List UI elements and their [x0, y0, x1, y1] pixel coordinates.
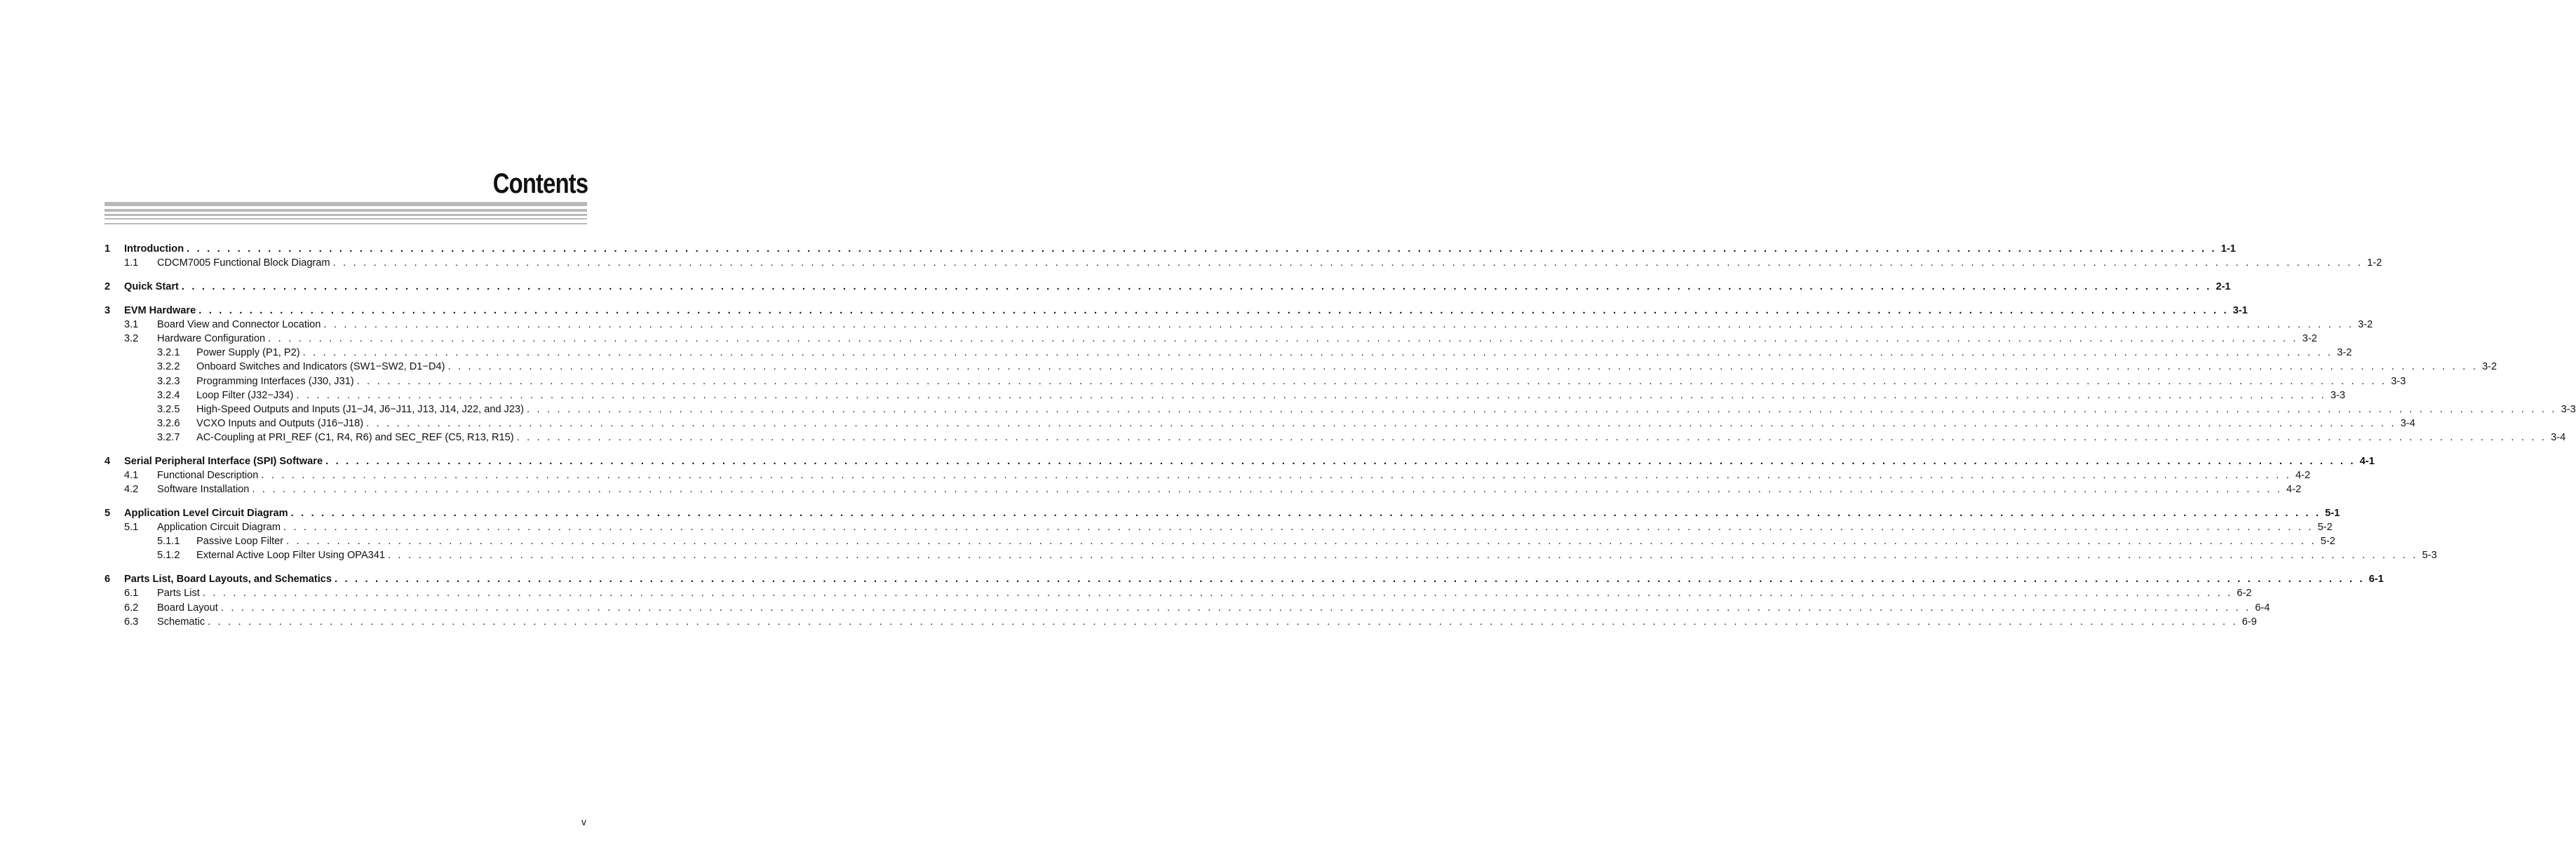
toc-entry-title: Quick Start [124, 281, 182, 292]
toc-entry-page: 1-2 [2363, 257, 2382, 269]
toc-subsection-entry[interactable] [104, 360, 2497, 374]
toc-entry-title: Application Circuit Diagram [157, 522, 283, 533]
toc-entry-title: VCXO Inputs and Outputs (J16−J18) [196, 418, 366, 429]
dot-leader: . . . . . . . . . . . . . . . . . . . . . . . . . . . . . . . . . . . . . . . . . . . . . . . . . . . . . . . . . . . . . . . . . . . . . . . . . . . . . . . . . . . . . . . . . . . . . . . . . . . . . . . . . . . . . . . . . . . . . . . . . . . . . . . . . . . . . . . . . . . . . . . . . . . . . . . . . . . . . . . . . . . . . . . . . . . . . . . . . . . . . . . . . . . . . . . . . . . . . . . . [208, 616, 2238, 628]
toc-entry-page: 6-2 [2232, 588, 2251, 599]
toc-entry-line [124, 305, 2248, 317]
toc-entry-page: 3-2 [2478, 361, 2497, 372]
toc-entry-page: 4-2 [2291, 470, 2310, 481]
toc-entry-line [157, 333, 2317, 345]
dot-leader: . . . . . . . . . . . . . . . . . . . . . . . . . . . . . . . . . . . . . . . . . . . . . . . . . . . . . . . . . . . . . . . . . . . . . . . . . . . . . . . . . . . . . . . . . . . . . . . . . . . . . . . . . . . . . . . . . . . . . . . . . . . . . . . . . . . . . . . . . . . . . . . . . . . . . . . . . . . . . . . . . . . . . . . . . . . . . . . . . . . . . . . . . . . . . . . . . . . . . . . . [388, 550, 2418, 562]
toc-entry-number: 3.1 [124, 319, 139, 331]
toc-entry-line [196, 375, 2406, 387]
dot-leader: . . . . . . . . . . . . . . . . . . . . . . . . . . . . . . . . . . . . . . . . . . . . . . . . . . . . . . . . . . . . . . . . . . . . . . . . . . . . . . . . . . . . . . . . . . . . . . . . . . . . . . . . . . . . . . . . . . . . . . . . . . . . . . . . . . . . . . . . . . . . . . . . . . . . . . . . . . . . . . . . . . . . . . . . . . . . . . . . . . . . . . . . . . . . . . . . . . . . . . . . [447, 361, 2479, 373]
toc-subsection-entry[interactable] [104, 534, 2335, 548]
dot-leader: . . . . . . . . . . . . . . . . . . . . . . . . . . . . . . . . . . . . . . . . . . . . . . . . . . . . . . . . . . . . . . . . . . . . . . . . . . . . . . . . . . . . . . . . . . . . . . . . . . . . . . . . . . . . . . . . . . . . . . . . . . . . . . . . . . . . . . . . . . . . . . . . . . . . . . . . . . . . . . . . . . . . . . . . . . . . . . . . . . . . . . . . . . . . . . . . . . . . . . . . [290, 508, 2321, 520]
toc-entry-page: 3-2 [2298, 333, 2317, 344]
toc-section-entry[interactable] [104, 482, 2302, 496]
toc-entry-number: 6 [104, 574, 111, 586]
toc-entry-line [157, 319, 2373, 331]
toc-entry-title: High-Speed Outputs and Inputs (J1−J4, J6−J11, J13, J14, J22, and J23) [196, 404, 527, 415]
toc-entry-line [157, 484, 2302, 496]
toc-entry-line [124, 574, 2384, 586]
toc-entry-page: 1-1 [2217, 243, 2236, 255]
toc-subsection-entry[interactable] [104, 402, 2576, 417]
title-rule [104, 223, 587, 224]
toc-entry-line [157, 257, 2382, 269]
toc-section-entry[interactable] [104, 468, 2311, 482]
toc-entry-number: 4.2 [124, 484, 139, 496]
title-rule [104, 209, 587, 212]
toc-chapter-entry[interactable] [104, 454, 2375, 468]
toc-chapter-entry[interactable] [104, 242, 2236, 256]
toc-entry-page: 5-2 [2317, 536, 2335, 547]
toc-chapter-entry[interactable] [104, 572, 2384, 586]
toc-entry-line [124, 281, 2231, 293]
dot-leader: . . . . . . . . . . . . . . . . . . . . . . . . . . . . . . . . . . . . . . . . . . . . . . . . . . . . . . . . . . . . . . . . . . . . . . . . . . . . . . . . . . . . . . . . . . . . . . . . . . . . . . . . . . . . . . . . . . . . . . . . . . . . . . . . . . . . . . . . . . . . . . . . . . . . . . . . . . . . . . . . . . . . . . . . . . . . . . . . . . . . . . . . . . . . . . . . . . . . . . . . [198, 305, 2229, 317]
toc-entry-number: 3.2.2 [157, 361, 180, 373]
dot-leader: . . . . . . . . . . . . . . . . . . . . . . . . . . . . . . . . . . . . . . . . . . . . . . . . . . . . . . . . . . . . . . . . . . . . . . . . . . . . . . . . . . . . . . . . . . . . . . . . . . . . . . . . . . . . . . . . . . . . . . . . . . . . . . . . . . . . . . . . . . . . . . . . . . . . . . . . . . . . . . . . . . . . . . . . . . . . . . . . . . . . . . . . . . . . . . . . . . . . . . . . [220, 602, 2251, 614]
toc-entry-line [196, 389, 2345, 401]
toc-entry-number: 5.1 [124, 522, 139, 534]
toc-entry-number: 3.2 [124, 333, 139, 345]
toc-entry-line [196, 536, 2335, 548]
toc-section-entry[interactable] [104, 318, 2373, 332]
toc-entry-title: Board Layout [157, 602, 221, 614]
dot-leader: . . . . . . . . . . . . . . . . . . . . . . . . . . . . . . . . . . . . . . . . . . . . . . . . . . . . . . . . . . . . . . . . . . . . . . . . . . . . . . . . . . . . . . . . . . . . . . . . . . . . . . . . . . . . . . . . . . . . . . . . . . . . . . . . . . . . . . . . . . . . . . . . . . . . . . . . . . . . . . . . . . . . . . . . . . . . . . . . . . . . . . . . . . . . . . . . . . . . . . . . [366, 417, 2396, 429]
dot-leader: . . . . . . . . . . . . . . . . . . . . . . . . . . . . . . . . . . . . . . . . . . . . . . . . . . . . . . . . . . . . . . . . . . . . . . . . . . . . . . . . . . . . . . . . . . . . . . . . . . . . . . . . . . . . . . . . . . . . . . . . . . . . . . . . . . . . . . . . . . . . . . . . . . . . . . . . . . . . . . . . . . . . . . . . . . . . . . . . . . . . . . . . . . . . . . . . . . . . . . . . [181, 281, 2212, 293]
dot-leader: . . . . . . . . . . . . . . . . . . . . . . . . . . . . . . . . . . . . . . . . . . . . . . . . . . . . . . . . . . . . . . . . . . . . . . . . . . . . . . . . . . . . . . . . . . . . . . . . . . . . . . . . . . . . . . . . . . . . . . . . . . . . . . . . . . . . . . . . . . . . . . . . . . . . . . . . . . . . . . . . . . . . . . . . . . . . . . . . . . . . . . . . . . . . . . . . . . . . . . . . [302, 347, 2333, 359]
toc-entry-line [196, 403, 2576, 415]
toc-entry-number: 3.2.5 [157, 403, 180, 415]
toc-subsection-entry[interactable] [104, 346, 2352, 360]
dot-leader: . . . . . . . . . . . . . . . . . . . . . . . . . . . . . . . . . . . . . . . . . . . . . . . . . . . . . . . . . . . . . . . . . . . . . . . . . . . . . . . . . . . . . . . . . . . . . . . . . . . . . . . . . . . . . . . . . . . . . . . . . . . . . . . . . . . . . . . . . . . . . . . . . . . . . . . . . . . . . . . . . . . . . . . . . . . . . . . . . . . . . . . . . . . . . . . . . . . . . . . . [261, 470, 2291, 482]
toc-entry-title: CDCM7005 Functional Block Diagram [157, 257, 333, 269]
toc-entry-title: Functional Description [157, 470, 261, 481]
toc-entry-line [157, 470, 2311, 482]
dot-leader: . . . . . . . . . . . . . . . . . . . . . . . . . . . . . . . . . . . . . . . . . . . . . . . . . . . . . . . . . . . . . . . . . . . . . . . . . . . . . . . . . . . . . . . . . . . . . . . . . . . . . . . . . . . . . . . . . . . . . . . . . . . . . . . . . . . . . . . . . . . . . . . . . . . . . . . . . . . . . . . . . . . . . . . . . . . . . . . . . . . . . . . . . . . . . . . . . . . . . . . . [323, 319, 2354, 331]
toc-entry-number: 1 [104, 243, 111, 255]
toc-entry-number: 1.1 [124, 257, 139, 269]
toc-entry-title: Parts List [157, 588, 203, 599]
dot-leader: . . . . . . . . . . . . . . . . . . . . . . . . . . . . . . . . . . . . . . . . . . . . . . . . . . . . . . . . . . . . . . . . . . . . . . . . . . . . . . . . . . . . . . . . . . . . . . . . . . . . . . . . . . . . . . . . . . . . . . . . . . . . . . . . . . . . . . . . . . . . . . . . . . . . . . . . . . . . . . . . . . . . . . . . . . . . . . . . . . . . . . . . . . . . . . . . . . . . . . . . [516, 431, 2547, 443]
toc-entry-number: 3 [104, 305, 111, 317]
toc-entry-page: 3-4 [2547, 432, 2565, 443]
toc-entry-title: Schematic [157, 616, 208, 628]
toc-entry-line [124, 243, 2236, 255]
toc-entry-line [196, 361, 2497, 373]
dot-leader: . . . . . . . . . . . . . . . . . . . . . . . . . . . . . . . . . . . . . . . . . . . . . . . . . . . . . . . . . . . . . . . . . . . . . . . . . . . . . . . . . . . . . . . . . . . . . . . . . . . . . . . . . . . . . . . . . . . . . . . . . . . . . . . . . . . . . . . . . . . . . . . . . . . . . . . . . . . . . . . . . . . . . . . . . . . . . . . . . . . . . . . . . . . . . . . . . . . . . . . . [187, 243, 2217, 255]
title-rule [104, 218, 587, 219]
toc-entry-title: Loop Filter (J32−J34) [196, 390, 296, 401]
toc-entry-number: 4.1 [124, 470, 139, 482]
toc-section-entry[interactable] [104, 256, 2382, 270]
toc-entry-title: Software Installation [157, 484, 252, 495]
toc-entry-title: Passive Loop Filter [196, 536, 286, 547]
toc-entry-page: 3-3 [2326, 390, 2345, 401]
toc-entry-title: Serial Peripheral Interface (SPI) Software [124, 456, 325, 467]
toc-entry-page: 4-1 [2356, 456, 2375, 467]
table-of-contents [104, 242, 2576, 629]
dot-leader: . . . . . . . . . . . . . . . . . . . . . . . . . . . . . . . . . . . . . . . . . . . . . . . . . . . . . . . . . . . . . . . . . . . . . . . . . . . . . . . . . . . . . . . . . . . . . . . . . . . . . . . . . . . . . . . . . . . . . . . . . . . . . . . . . . . . . . . . . . . . . . . . . . . . . . . . . . . . . . . . . . . . . . . . . . . . . . . . . . . . . . . . . . . . . . . . . . . . . . . . [202, 588, 2233, 600]
toc-entry-title: External Active Loop Filter Using OPA341 [196, 550, 388, 561]
toc-section-entry[interactable] [104, 586, 2252, 600]
title-rule [104, 214, 587, 216]
dot-leader: . . . . . . . . . . . . . . . . . . . . . . . . . . . . . . . . . . . . . . . . . . . . . . . . . . . . . . . . . . . . . . . . . . . . . . . . . . . . . . . . . . . . . . . . . . . . . . . . . . . . . . . . . . . . . . . . . . . . . . . . . . . . . . . . . . . . . . . . . . . . . . . . . . . . . . . . . . . . . . . . . . . . . . . . . . . . . . . . . . . . . . . . . . . . . . . . . . . . . . . . [356, 375, 2387, 387]
toc-chapter-entry[interactable] [104, 506, 2340, 520]
toc-entry-page: 5-1 [2321, 508, 2340, 519]
page-title: Contents [492, 168, 588, 199]
toc-entry-title: Board View and Connector Location [157, 319, 323, 330]
toc-chapter-entry[interactable] [104, 304, 2248, 318]
toc-entry-page: 3-2 [2333, 347, 2352, 358]
toc-entry-line [196, 417, 2415, 429]
toc-entry-number: 6.3 [124, 616, 139, 628]
dot-leader: . . . . . . . . . . . . . . . . . . . . . . . . . . . . . . . . . . . . . . . . . . . . . . . . . . . . . . . . . . . . . . . . . . . . . . . . . . . . . . . . . . . . . . . . . . . . . . . . . . . . . . . . . . . . . . . . . . . . . . . . . . . . . . . . . . . . . . . . . . . . . . . . . . . . . . . . . . . . . . . . . . . . . . . . . . . . . . . . . . . . . . . . . . . . . . . . . . . . . . . . [332, 257, 2363, 269]
toc-section-entry[interactable] [104, 332, 2317, 346]
toc-entry-number: 3.2.6 [157, 417, 180, 429]
toc-subsection-entry[interactable] [104, 388, 2345, 402]
toc-entry-number: 3.2.4 [157, 389, 180, 401]
toc-entry-number: 4 [104, 455, 111, 467]
toc-chapter-entry[interactable] [104, 280, 2231, 294]
toc-section-entry[interactable] [104, 520, 2333, 534]
toc-entry-line [157, 522, 2333, 534]
toc-entry-title: Onboard Switches and Indicators (SW1−SW2, D1−D4) [196, 361, 447, 372]
page-number: v [581, 816, 586, 827]
toc-entry-title: AC-Coupling at PRI_REF (C1, R4, R6) and SEC_REF (C5, R13, R15) [196, 432, 517, 443]
toc-subsection-entry[interactable] [104, 417, 2415, 431]
toc-entry-title: EVM Hardware [124, 305, 198, 316]
dot-leader: . . . . . . . . . . . . . . . . . . . . . . . . . . . . . . . . . . . . . . . . . . . . . . . . . . . . . . . . . . . . . . . . . . . . . . . . . . . . . . . . . . . . . . . . . . . . . . . . . . . . . . . . . . . . . . . . . . . . . . . . . . . . . . . . . . . . . . . . . . . . . . . . . . . . . . . . . . . . . . . . . . . . . . . . . . . . . . . . . . . . . . . . . . . . . . . . . . . . . . . . [335, 574, 2365, 586]
toc-subsection-entry[interactable] [104, 374, 2406, 388]
toc-section-entry[interactable] [104, 601, 2270, 615]
toc-entry-number: 3.2.7 [157, 431, 180, 443]
toc-entry-number: 3.2.1 [157, 347, 180, 359]
dot-leader: . . . . . . . . . . . . . . . . . . . . . . . . . . . . . . . . . . . . . . . . . . . . . . . . . . . . . . . . . . . . . . . . . . . . . . . . . . . . . . . . . . . . . . . . . . . . . . . . . . . . . . . . . . . . . . . . . . . . . . . . . . . . . . . . . . . . . . . . . . . . . . . . . . . . . . . . . . . . . . . . . . . . . . . . . . . . . . . . . . . . . . . . . . . . . . . . . . . . . . . . [296, 389, 2326, 401]
toc-entry-page: 6-4 [2251, 602, 2270, 614]
toc-entry-number: 2 [104, 281, 111, 293]
toc-entry-page: 6-1 [2365, 574, 2384, 585]
toc-entry-title: Power Supply (P1, P2) [196, 347, 303, 358]
dot-leader: . . . . . . . . . . . . . . . . . . . . . . . . . . . . . . . . . . . . . . . . . . . . . . . . . . . . . . . . . . . . . . . . . . . . . . . . . . . . . . . . . . . . . . . . . . . . . . . . . . . . . . . . . . . . . . . . . . . . . . . . . . . . . . . . . . . . . . . . . . . . . . . . . . . . . . . . . . . . . . . . . . . . . . . . . . . . . . . . . . . . . . . . . . . . . . . . . . . . . . . . [527, 403, 2557, 415]
toc-entry-line [157, 616, 2257, 628]
dot-leader: . . . . . . . . . . . . . . . . . . . . . . . . . . . . . . . . . . . . . . . . . . . . . . . . . . . . . . . . . . . . . . . . . . . . . . . . . . . . . . . . . . . . . . . . . . . . . . . . . . . . . . . . . . . . . . . . . . . . . . . . . . . . . . . . . . . . . . . . . . . . . . . . . . . . . . . . . . . . . . . . . . . . . . . . . . . . . . . . . . . . . . . . . . . . . . . . . . . . . . . . [252, 484, 2283, 496]
toc-entry-line [196, 550, 2437, 562]
toc-entry-page: 3-4 [2396, 418, 2415, 429]
toc-entry-number: 6.2 [124, 602, 139, 614]
dot-leader: . . . . . . . . . . . . . . . . . . . . . . . . . . . . . . . . . . . . . . . . . . . . . . . . . . . . . . . . . . . . . . . . . . . . . . . . . . . . . . . . . . . . . . . . . . . . . . . . . . . . . . . . . . . . . . . . . . . . . . . . . . . . . . . . . . . . . . . . . . . . . . . . . . . . . . . . . . . . . . . . . . . . . . . . . . . . . . . . . . . . . . . . . . . . . . . . . . . . . . . . [268, 333, 2298, 345]
dot-leader: . . . . . . . . . . . . . . . . . . . . . . . . . . . . . . . . . . . . . . . . . . . . . . . . . . . . . . . . . . . . . . . . . . . . . . . . . . . . . . . . . . . . . . . . . . . . . . . . . . . . . . . . . . . . . . . . . . . . . . . . . . . . . . . . . . . . . . . . . . . . . . . . . . . . . . . . . . . . . . . . . . . . . . . . . . . . . . . . . . . . . . . . . . . . . . . . . . . . . . . . [286, 536, 2317, 548]
toc-entry-number: 6.1 [124, 588, 139, 600]
toc-entry-title: Parts List, Board Layouts, and Schematics [124, 574, 335, 585]
toc-section-entry[interactable] [104, 615, 2257, 629]
toc-subsection-entry[interactable] [104, 431, 2566, 445]
toc-entry-number: 5 [104, 508, 111, 520]
toc-entry-page: 5-3 [2418, 550, 2437, 561]
toc-entry-page: 3-3 [2557, 404, 2576, 415]
title-rule [104, 202, 587, 206]
dot-leader: . . . . . . . . . . . . . . . . . . . . . . . . . . . . . . . . . . . . . . . . . . . . . . . . . . . . . . . . . . . . . . . . . . . . . . . . . . . . . . . . . . . . . . . . . . . . . . . . . . . . . . . . . . . . . . . . . . . . . . . . . . . . . . . . . . . . . . . . . . . . . . . . . . . . . . . . . . . . . . . . . . . . . . . . . . . . . . . . . . . . . . . . . . . . . . . . . . . . . . . . [283, 522, 2314, 534]
toc-entry-title: Hardware Configuration [157, 333, 268, 344]
toc-entry-line [124, 508, 2340, 520]
toc-entry-number: 3.2.3 [157, 375, 180, 387]
dot-leader: . . . . . . . . . . . . . . . . . . . . . . . . . . . . . . . . . . . . . . . . . . . . . . . . . . . . . . . . . . . . . . . . . . . . . . . . . . . . . . . . . . . . . . . . . . . . . . . . . . . . . . . . . . . . . . . . . . . . . . . . . . . . . . . . . . . . . . . . . . . . . . . . . . . . . . . . . . . . . . . . . . . . . . . . . . . . . . . . . . . . . . . . . . . . . . . . . . . . . . . . [325, 455, 2356, 467]
toc-entry-number: 5.1.1 [157, 536, 180, 548]
toc-entry-line [196, 347, 2352, 359]
toc-subsection-entry[interactable] [104, 548, 2437, 562]
toc-entry-line [157, 588, 2252, 600]
toc-entry-title: Introduction [124, 243, 187, 255]
toc-entry-line [157, 602, 2270, 614]
toc-entry-page: 3-1 [2229, 305, 2248, 316]
toc-entry-number: 5.1.2 [157, 550, 180, 562]
toc-entry-page: 6-9 [2238, 616, 2257, 628]
toc-entry-page: 3-3 [2387, 376, 2406, 387]
toc-entry-line [124, 455, 2375, 467]
toc-entry-page: 2-1 [2211, 281, 2230, 292]
toc-entry-page: 5-2 [2314, 522, 2333, 533]
toc-entry-title: Programming Interfaces (J30, J31) [196, 376, 357, 387]
toc-entry-page: 4-2 [2282, 484, 2301, 495]
toc-entry-line [196, 431, 2566, 443]
toc-entry-title: Application Level Circuit Diagram [124, 508, 291, 519]
toc-entry-page: 3-2 [2354, 319, 2373, 330]
